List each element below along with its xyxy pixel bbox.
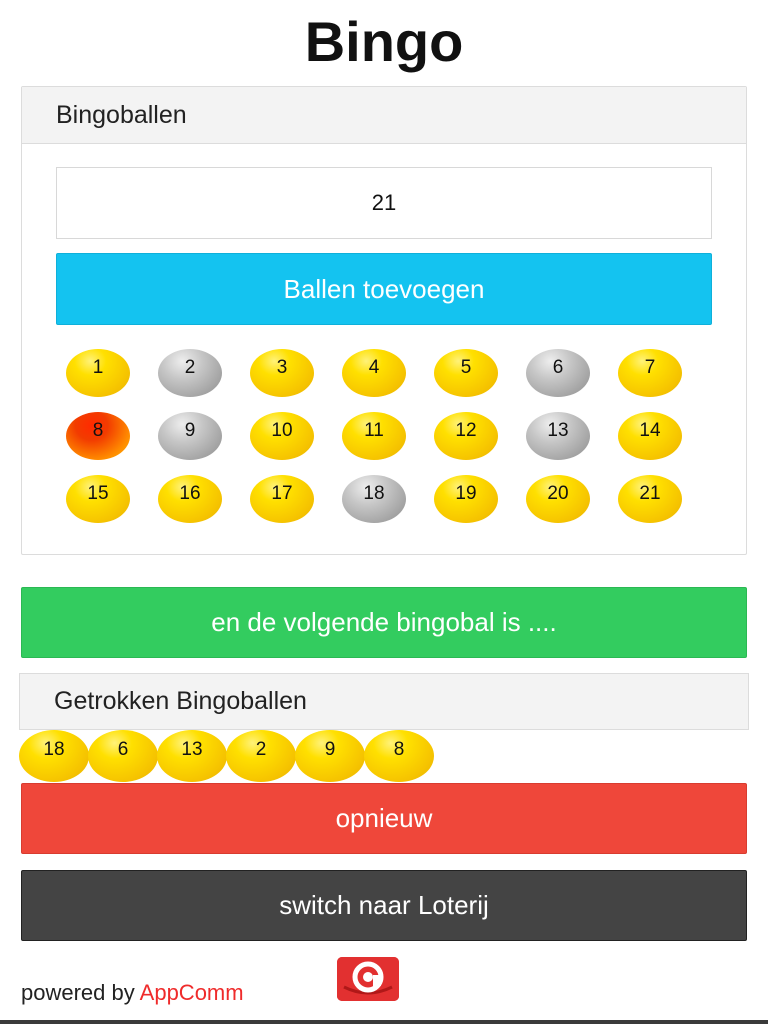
- bingo-ball: 6: [526, 349, 590, 397]
- ball-grid: [66, 349, 706, 529]
- bottom-divider: [0, 1020, 768, 1024]
- bingo-ball: 21: [618, 475, 682, 523]
- bingo-ball: 12: [434, 412, 498, 460]
- bingo-ball: 16: [158, 475, 222, 523]
- drawn-ball: 2: [226, 730, 296, 782]
- panel-heading: Bingoballen: [22, 87, 746, 144]
- bingo-ball: 4: [342, 349, 406, 397]
- bingo-ball: 3: [250, 349, 314, 397]
- bingo-ball: 10: [250, 412, 314, 460]
- bingo-ball: 13: [526, 412, 590, 460]
- bingo-ball: 7: [618, 349, 682, 397]
- appcomm-logo-icon: [337, 957, 399, 1001]
- bingo-ball: 8: [66, 412, 130, 460]
- page-title: Bingo: [304, 10, 464, 73]
- bingo-ball: 14: [618, 412, 682, 460]
- switch-lottery-button[interactable]: switch naar Loterij: [21, 870, 747, 941]
- bingo-balls-panel: [21, 86, 747, 555]
- reset-button[interactable]: opnieuw: [21, 783, 747, 854]
- drawn-ball: 9: [295, 730, 365, 782]
- drawn-ball: 6: [88, 730, 158, 782]
- bingo-ball: 5: [434, 349, 498, 397]
- drawn-ball: 13: [157, 730, 227, 782]
- next-ball-button[interactable]: en de volgende bingobal is ....: [21, 587, 747, 658]
- drawn-balls-heading: Getrokken Bingoballen: [19, 673, 749, 730]
- drawn-ball: 8: [364, 730, 434, 782]
- bingo-ball: 9: [158, 412, 222, 460]
- ball-count-input[interactable]: [56, 167, 712, 239]
- drawn-balls-row: [19, 730, 749, 782]
- bingo-ball: 1: [66, 349, 130, 397]
- footer-brand-link[interactable]: AppComm: [139, 980, 244, 1005]
- bingo-ball: 20: [526, 475, 590, 523]
- add-balls-button[interactable]: Ballen toevoegen: [56, 253, 712, 325]
- bingo-ball: 18: [342, 475, 406, 523]
- drawn-ball: 18: [19, 730, 89, 782]
- bingo-ball: 17: [250, 475, 314, 523]
- bingo-ball: 15: [66, 475, 130, 523]
- bingo-ball: 11: [342, 412, 406, 460]
- footer: [21, 980, 244, 1006]
- bingo-ball: 2: [158, 349, 222, 397]
- bingo-ball: 19: [434, 475, 498, 523]
- footer-prefix: powered by: [21, 980, 135, 1005]
